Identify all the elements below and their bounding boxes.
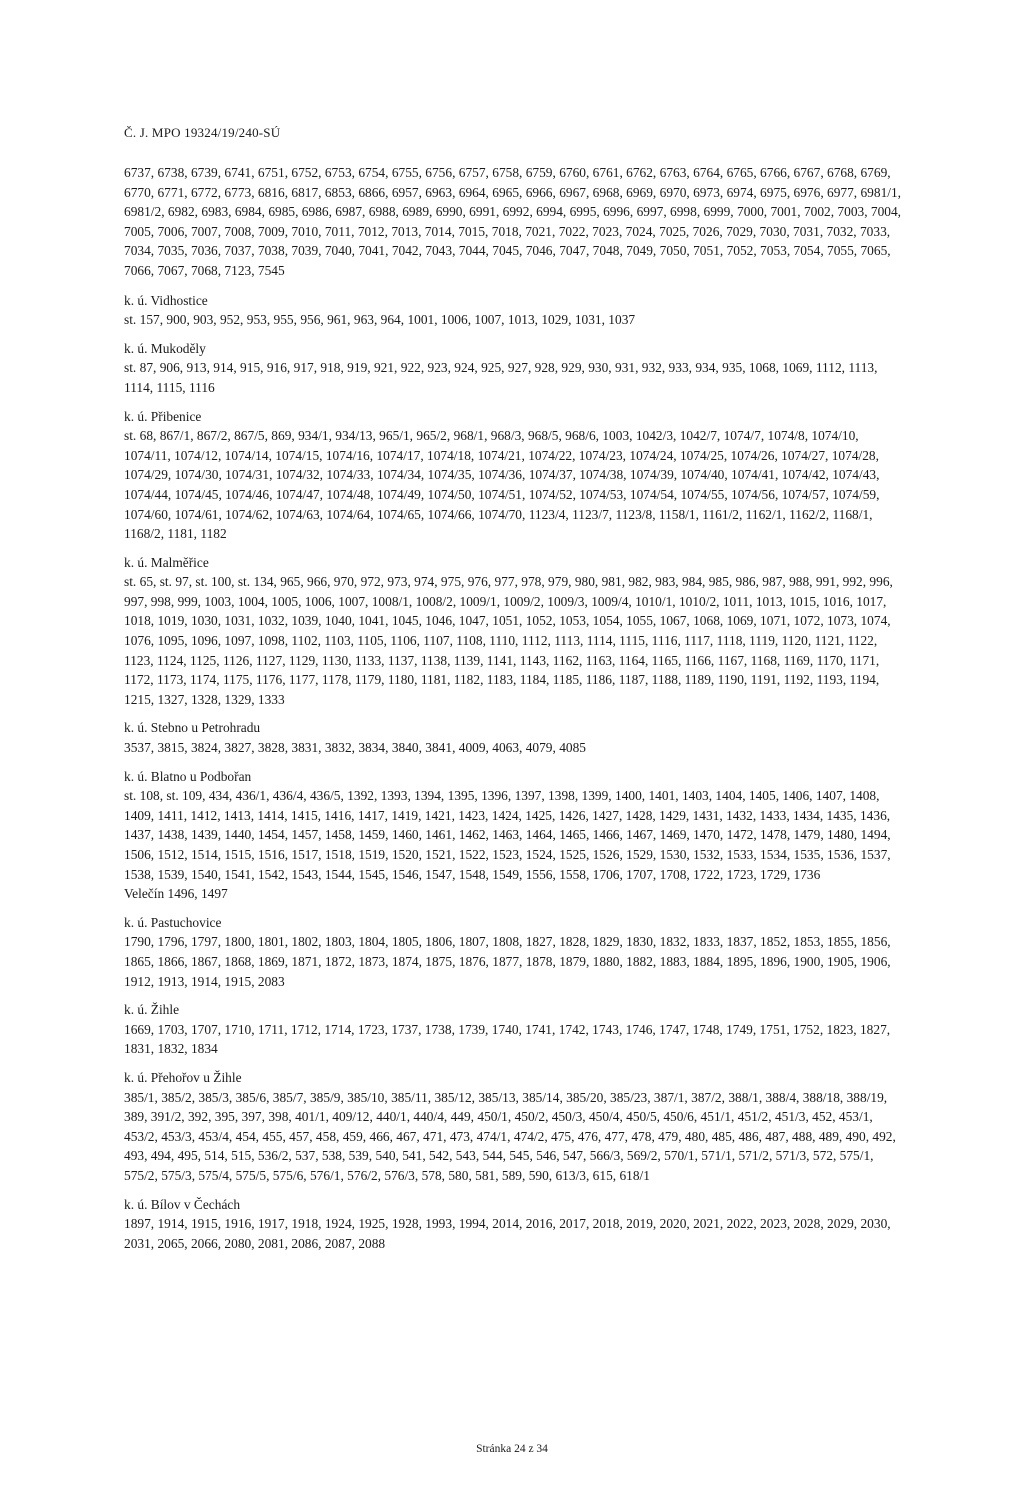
section-title: k. ú. Malměřice — [124, 554, 209, 570]
document-reference: Č. J. MPO 19324/19/240-SÚ — [124, 125, 281, 140]
section-pribenice — [124, 407, 904, 544]
page-number: Stránka 24 z 34 — [476, 1443, 548, 1455]
parcel-list: 1790, 1796, 1797, 1800, 1801, 1802, 1803, 1804, 1805, 1806, 1807, 1808, 1827, 1828, 1829, 1830, 1832, 1833, 1837, 1852, 1853, 1855, 1856, 1865, 1866, 1867, 1868, 1869, 1871, 1872, 1873, 1874, 1875, 1876, 1877, 1878, 1879, 1880, 1882, 1883, 1884, 1895, 1896, 1900, 1905, 1906, 1912, 1913, 1914, 1915, 2083 — [124, 934, 891, 989]
section-title: k. ú. Vidhostice — [124, 292, 208, 308]
parcel-list: 385/1, 385/2, 385/3, 385/6, 385/7, 385/9, 385/10, 385/11, 385/12, 385/13, 385/14, 385/20, 385/23, 387/1, 387/2, 388/1, 388/4, 388/18, 388/19, 389, 391/2, 392, 395, 397, 398, 401/1, 409/12, 440/1, 440/4, 449, 450/1, 450/2, 450/3, 450/4, 450/5, 450/6, 451/1, 451/2, 451/3, 452, 453/1, 453/2, 453/3, 453/4, 454, 455, 457, 458, 459, 466, 467, 471, 473, 474/1, 474/2, 475, 476, 477, 478, 479, 480, 485, 486, 487, 488, 489, 490, 492, 493, 494, 495, 514, 515, 536/2, 537, 538, 539, 540, 541, 542, 543, 544, 545, 546, 547, 566/3, 569/2, 570/1, 571/1, 571/2, 571/3, 572, 575/1, 575/2, 575/3, 575/4, 575/5, 575/6, 576/1, 576/2, 576/3, 578, 580, 581, 589, 590, 613/3, 615, 618/1 — [124, 1089, 896, 1183]
section-bilov — [124, 1195, 904, 1254]
document-body — [124, 163, 904, 1262]
parcel-list: st. 87, 906, 913, 914, 915, 916, 917, 918, 919, 921, 922, 923, 924, 925, 927, 928, 929, 930, 931, 932, 933, 934, 935, 1068, 1069, 1112, 1113, 1114, 1115, 1116 — [124, 360, 878, 395]
section-pastuchovice — [124, 913, 904, 991]
parcel-list: 3537, 3815, 3824, 3827, 3828, 3831, 3832, 3834, 3840, 3841, 4009, 4063, 4079, 4085 — [124, 740, 586, 756]
section-stebno — [124, 718, 904, 757]
section-vidhostice — [124, 291, 904, 330]
section-prehorov — [124, 1068, 904, 1186]
parcel-list: 1897, 1914, 1915, 1916, 1917, 1918, 1924, 1925, 1928, 1993, 1994, 2014, 2016, 2017, 2018, 2019, 2020, 2021, 2022, 2023, 2028, 2029, 2030, 2031, 2065, 2066, 2080, 2081, 2086, 2087, 2088 — [124, 1216, 891, 1251]
section-title: k. ú. Pastuchovice — [124, 914, 222, 930]
section-title: k. ú. Přibenice — [124, 408, 202, 424]
section-mukodely — [124, 339, 904, 398]
section-title: k. ú. Žihle — [124, 1002, 180, 1018]
parcel-list: st. 108, st. 109, 434, 436/1, 436/4, 436/5, 1392, 1393, 1394, 1395, 1396, 1397, 1398, 1399, 1400, 1401, 1403, 1404, 1405, 1406, 1407, 1408, 1409, 1411, 1412, 1413, 1414, 1415, 1416, 1417, 1419, 1421, 1423, 1424, 1425, 1426, 1427, 1428, 1429, 1431, 1432, 1433, 1434, 1435, 1436, 1437, 1438, 1439, 1440, 1454, 1457, 1458, 1459, 1460, 1461, 1462, 1463, 1464, 1465, 1466, 1467, 1469, 1470, 1472, 1478, 1479, 1480, 1494, 1506, 1512, 1514, 1515, 1516, 1517, 1518, 1519, 1520, 1521, 1522, 1523, 1524, 1525, 1526, 1529, 1530, 1532, 1533, 1534, 1535, 1536, 1537, 1538, 1539, 1540, 1541, 1542, 1543, 1544, 1545, 1546, 1547, 1548, 1549, 1556, 1558, 1706, 1707, 1708, 1722, 1723, 1729, 1736 — [124, 788, 891, 882]
section-title: k. ú. Mukoděly — [124, 340, 206, 356]
section-blatno — [124, 767, 904, 904]
section-zihle — [124, 1000, 904, 1059]
section-title: k. ú. Bílov v Čechách — [124, 1196, 241, 1212]
section-title: k. ú. Přehořov u Žihle — [124, 1069, 242, 1085]
section-malmerice — [124, 553, 904, 710]
parcel-list-velecin: Velečín 1496, 1497 — [124, 886, 228, 902]
section-title: k. ú. Stebno u Petrohradu — [124, 720, 261, 736]
parcel-list: 1669, 1703, 1707, 1710, 1711, 1712, 1714, 1723, 1737, 1738, 1739, 1740, 1741, 1742, 1743, 1746, 1747, 1748, 1749, 1751, 1752, 1823, 1827, 1831, 1832, 1834 — [124, 1021, 891, 1057]
parcel-list: st. 65, st. 97, st. 100, st. 134, 965, 966, 970, 972, 973, 974, 975, 976, 977, 978, 979, 980, 981, 982, 983, 984, 985, 986, 987, 988, 991, 992, 996, 997, 998, 999, 1003, 1004, 1005, 1006, 1007, 1008/1, 1008/2, 1009/1, 1009/2, 1009/3, 1009/4, 1010/1, 1010/2, 1011, 1013, 1015, 1016, 1017, 1018, 1019, 1030, 1031, 1032, 1039, 1040, 1041, 1045, 1046, 1047, 1051, 1052, 1053, 1054, 1055, 1067, 1068, 1069, 1071, 1072, 1073, 1074, 1076, 1095, 1096, 1097, 1098, 1102, 1103, 1105, 1106, 1107, 1108, 1110, 1112, 1113, 1114, 1115, 1116, 1117, 1118, 1119, 1120, 1121, 1122, 1123, 1124, 1125, 1126, 1127, 1129, 1130, 1133, 1137, 1138, 1139, 1141, 1143, 1162, 1163, 1164, 1165, 1166, 1167, 1168, 1169, 1170, 1171, 1172, 1173, 1174, 1175, 1176, 1177, 1178, 1179, 1180, 1181, 1182, 1183, 1184, 1185, 1186, 1187, 1188, 1189, 1190, 1191, 1192, 1193, 1194, 1215, 1327, 1328, 1329, 1333 — [124, 574, 893, 707]
parcel-list-continued: 6737, 6738, 6739, 6741, 6751, 6752, 6753, 6754, 6755, 6756, 6757, 6758, 6759, 6760, 6761, 6762, 6763, 6764, 6765, 6766, 6767, 6768, 6769, 6770, 6771, 6772, 6773, 6816, 6817, 6853, 6866, 6957, 6963, 6964, 6965, 6966, 6967, 6968, 6969, 6970, 6973, 6974, 6975, 6976, 6977, 6981/1, 6981/2, 6982, 6983, 6984, 6985, 6986, 6987, 6988, 6989, 6990, 6991, 6992, 6994, 6995, 6996, 6997, 6998, 6999, 7000, 7001, 7002, 7003, 7004, 7005, 7006, 7007, 7008, 7009, 7010, 7011, 7012, 7013, 7014, 7015, 7018, 7021, 7022, 7023, 7024, 7025, 7026, 7029, 7030, 7031, 7032, 7033, 7034, 7035, 7036, 7037, 7038, 7039, 7040, 7041, 7042, 7043, 7044, 7045, 7046, 7047, 7048, 7049, 7050, 7051, 7052, 7053, 7054, 7055, 7065, 7066, 7067, 7068, 7123, 7545 — [124, 165, 902, 278]
section-title: k. ú. Blatno u Podbořan — [124, 768, 252, 784]
parcel-list: st. 157, 900, 903, 952, 953, 955, 956, 961, 963, 964, 1001, 1006, 1007, 1013, 1029, 1031, 1037 — [124, 312, 636, 328]
parcel-list: st. 68, 867/1, 867/2, 867/5, 869, 934/1, 934/13, 965/1, 965/2, 968/1, 968/3, 968/5, 968/6, 1003, 1042/3, 1042/7, 1074/7, 1074/8, 1074/10, 1074/11, 1074/12, 1074/14, 1074/15, 1074/16, 1074/17, 1074/18, 1074/21, 1074/22, 1074/23, 1074/24, 1074/25, 1074/26, 1074/27, 1074/28, 1074/29, 1074/30, 1074/31, 1074/32, 1074/33, 1074/34, 1074/35, 1074/36, 1074/37, 1074/38, 1074/39, 1074/40, 1074/41, 1074/42, 1074/43, 1074/44, 1074/45, 1074/46, 1074/47, 1074/48, 1074/49, 1074/50, 1074/51, 1074/52, 1074/53, 1074/54, 1074/55, 1074/56, 1074/57, 1074/59, 1074/60, 1074/61, 1074/62, 1074/63, 1074/64, 1074/65, 1074/66, 1074/70, 1123/4, 1123/7, 1123/8, 1158/1, 1161/2, 1162/1, 1162/2, 1168/1, 1168/2, 1181, 1182 — [124, 428, 880, 542]
